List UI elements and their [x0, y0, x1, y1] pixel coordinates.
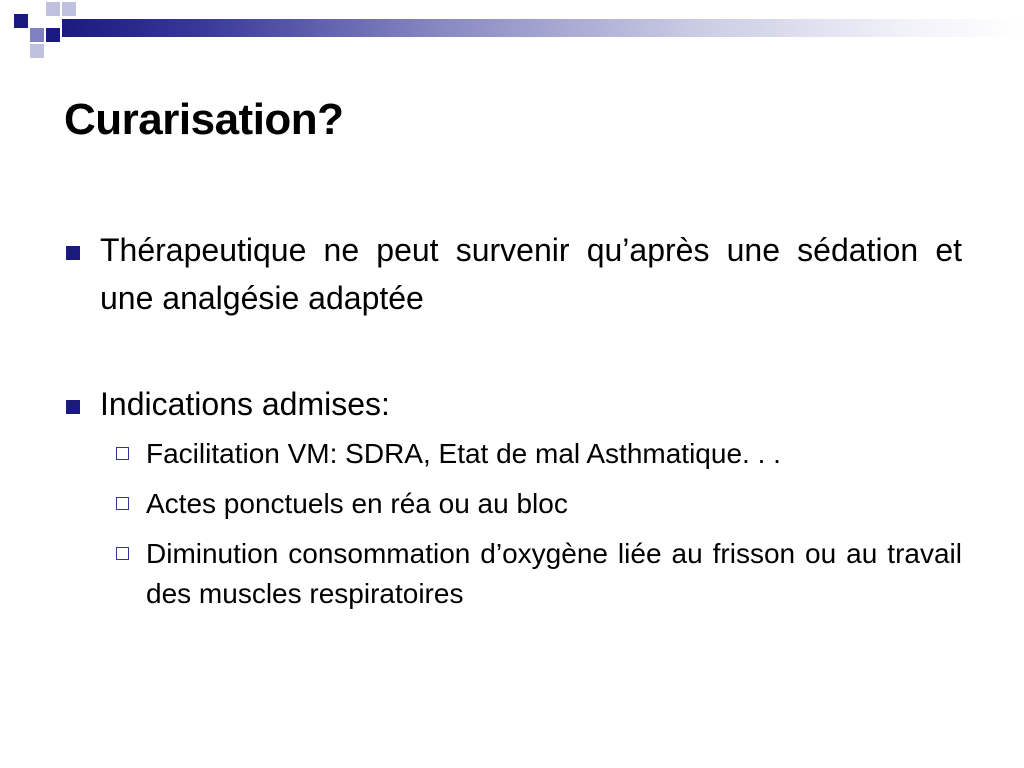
sub-bullet-text: Diminution consommation d’oxygène liée au frisson ou au travail des muscles respiratoires [146, 538, 962, 609]
square-bullet-icon [66, 400, 80, 414]
header-square-light [62, 2, 76, 16]
header-square-dark [14, 14, 28, 28]
hollow-square-bullet-icon [116, 547, 129, 560]
bullet-text: Thérapeutique ne peut survenir qu’après une sédation et une analgésie adaptée [100, 232, 962, 316]
sub-bullet-text: Facilitation VM: SDRA, Etat de mal Asthmatique. . . [146, 438, 781, 469]
sub-bullet-item [116, 434, 962, 474]
bullet-text: Indications admises: [100, 386, 390, 422]
hollow-square-bullet-icon [116, 497, 129, 510]
bullet-item [64, 226, 962, 322]
sub-bullet-list [116, 434, 962, 614]
slide-title: Curarisation? [64, 95, 344, 144]
header-square-light [30, 44, 44, 58]
header-square-mid [30, 28, 44, 42]
hollow-square-bullet-icon [116, 447, 129, 460]
header-square-light [46, 2, 60, 16]
square-bullet-icon [66, 246, 80, 260]
header-square-dark [46, 28, 60, 42]
sub-bullet-item [116, 534, 962, 614]
bullet-item [64, 380, 962, 428]
bullet-list [64, 226, 962, 624]
sub-bullet-text: Actes ponctuels en réa ou au bloc [146, 488, 568, 519]
header-gradient-bar [62, 19, 1024, 37]
header-decoration [0, 0, 1024, 64]
sub-bullet-item [116, 484, 962, 524]
